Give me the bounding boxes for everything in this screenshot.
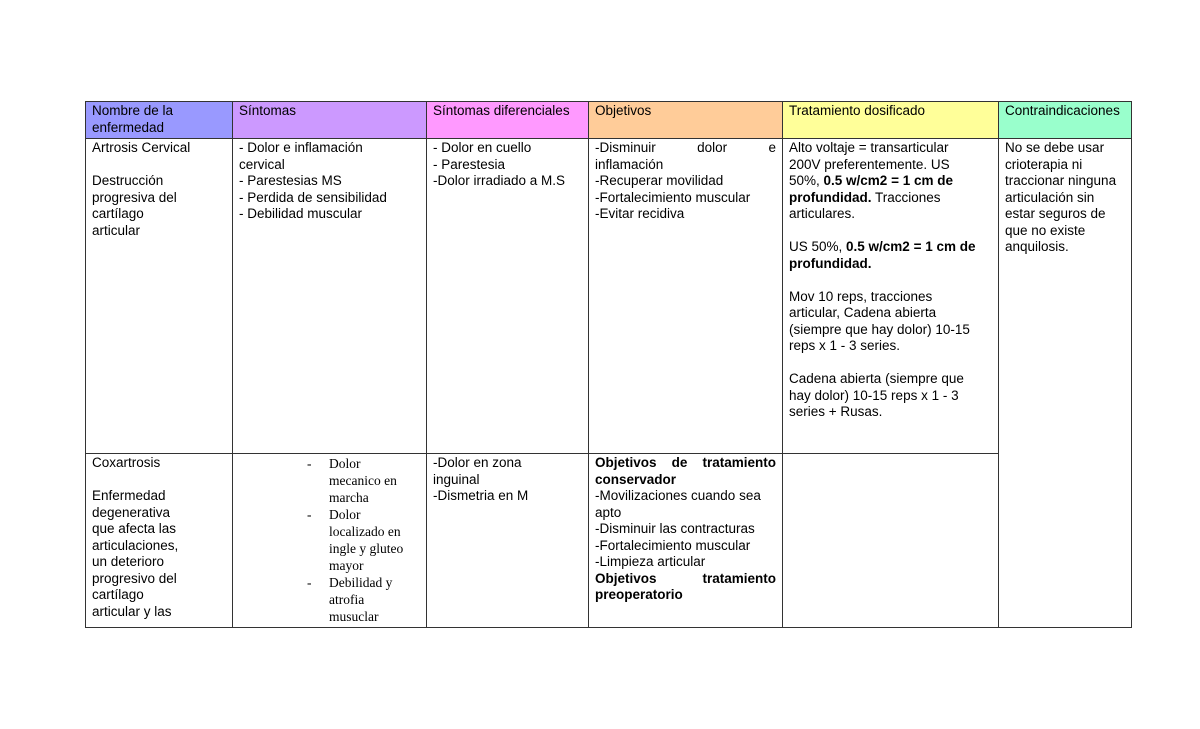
symptom-line: - Debilidad muscular	[239, 206, 363, 221]
objective-line: -Evitar recidiva	[595, 206, 685, 221]
symptom-line: mecanico en	[329, 473, 397, 488]
differential-line: - Parestesia	[433, 156, 506, 172]
cell-objectives	[589, 139, 783, 454]
header-disease-name	[86, 102, 233, 139]
disease-description-line: progresiva del	[92, 189, 177, 205]
symptom-line: localizado en	[329, 524, 401, 539]
cell-treatment	[783, 139, 999, 454]
symptom-line: marcha	[329, 490, 369, 505]
disease-description-line: progresivo del	[92, 570, 177, 586]
disease-description-line: un deterioro	[92, 554, 165, 569]
treatment-dose: 0.5 w/cm2 = 1 cm de	[846, 239, 976, 254]
treatment-line: Mov 10 reps, tracciones	[789, 288, 933, 304]
objective-line: -Disminuir dolor e	[595, 140, 776, 155]
disease-description-line: articular	[92, 222, 141, 238]
treatment-line: series + Rusas.	[789, 404, 883, 419]
differential-line: - Dolor en cuello	[433, 140, 532, 155]
objective-line: -Fortalecimiento muscular	[595, 189, 751, 205]
treatment-line	[789, 190, 992, 207]
treatment-line: Cadena abierta (siempre que	[789, 371, 964, 386]
treatment-text: US 50%,	[789, 239, 847, 254]
objective-line: -Disminuir las contracturas	[595, 521, 755, 536]
disease-title: Artrosis Cervical	[92, 140, 191, 155]
treatment-line	[789, 239, 992, 256]
dash-bullet: -	[307, 575, 312, 590]
differential-line: -Dolor irradiado a M.S	[433, 173, 566, 188]
treatment-line: Alto voltaje = transarticular	[789, 140, 949, 155]
contraindication-line: traccionar ninguna	[1005, 173, 1117, 188]
treatment-text: Tracciones	[871, 189, 941, 205]
header-label: Síntomas diferenciales	[433, 103, 570, 118]
treatment-line: articulares.	[789, 206, 856, 221]
disease-table	[85, 101, 1132, 628]
cell-symptoms	[233, 139, 427, 454]
header-symptoms	[233, 102, 427, 139]
objective-heading: Objetivos de tratamiento	[595, 455, 776, 470]
header-differential	[427, 102, 589, 139]
treatment-line: reps x 1 - 3 series.	[789, 338, 901, 353]
symptom-line: - Dolor e inflamación	[239, 140, 363, 155]
objective-line: -Movilizaciones cuando sea	[595, 488, 761, 503]
cell-disease-name	[86, 454, 233, 628]
treatment-line	[789, 173, 992, 190]
table-row	[86, 139, 1132, 454]
symptom-line: Debilidad y	[329, 575, 393, 590]
cell-symptoms	[233, 454, 427, 628]
symptom-line: ingle y gluteo	[329, 541, 404, 556]
contraindication-line: articulación sin	[1005, 189, 1095, 205]
cell-disease-name	[86, 139, 233, 454]
treatment-line: profundidad.	[789, 255, 872, 271]
contraindication-line: estar seguros de	[1005, 206, 1106, 221]
treatment-line: hay dolor) 10-15 reps x 1 - 3	[789, 387, 959, 403]
differential-line: -Dismetria en M	[433, 488, 529, 503]
header-label: Contraindicaciones	[1005, 103, 1120, 118]
table-row	[86, 454, 1132, 628]
list-item	[307, 574, 420, 625]
objective-heading: Objetivos tratamiento	[595, 570, 776, 586]
disease-description-line: que afecta las	[92, 521, 177, 536]
treatment-line: 200V preferentemente. US	[789, 156, 950, 172]
header-row	[86, 102, 1132, 139]
differential-line: inguinal	[433, 471, 480, 487]
header-label: Tratamiento dosificado	[789, 103, 926, 118]
objective-line: -Limpieza articular	[595, 554, 706, 569]
symptom-line: - Parestesias MS	[239, 173, 342, 188]
cell-objectives	[589, 454, 783, 628]
cell-differential	[427, 454, 589, 628]
symptom-line: musuclar	[329, 609, 379, 624]
disease-description-line: Destrucción	[92, 173, 164, 188]
objective-heading: preoperatorio	[595, 587, 683, 602]
cell-differential	[427, 139, 589, 454]
header-treatment	[783, 102, 999, 139]
contraindication-line: anquilosis.	[1005, 239, 1069, 254]
disease-title: Coxartrosis	[92, 455, 161, 470]
treatment-line: articular, Cadena abierta	[789, 305, 937, 320]
dash-bullet: -	[307, 507, 312, 522]
disease-description-line: degenerativa	[92, 504, 171, 520]
disease-description-line: articulaciones,	[92, 537, 179, 553]
objective-line: -Fortalecimiento muscular	[595, 537, 751, 553]
list-item	[307, 455, 420, 506]
symptom-line: atrofia	[329, 592, 365, 607]
treatment-dose: profundidad.	[789, 189, 872, 205]
cell-contraindications	[999, 139, 1132, 628]
symptom-line: - Perdida de sensibilidad	[239, 189, 387, 205]
contraindication-line: crioterapia ni	[1005, 156, 1083, 172]
treatment-dose: 0.5 w/cm2 = 1 cm de	[823, 173, 953, 188]
header-objectives	[589, 102, 783, 139]
header-label: Síntomas	[239, 103, 297, 118]
objective-line: apto	[595, 504, 622, 520]
contraindication-line: No se debe usar	[1005, 140, 1105, 155]
differential-line: -Dolor en zona	[433, 455, 522, 470]
header-label: Nombre de la enfermedad	[92, 103, 174, 135]
list-item	[307, 506, 420, 574]
symptom-line: cervical	[239, 156, 285, 172]
symptom-line: mayor	[329, 558, 364, 573]
dash-bullet: -	[307, 456, 312, 471]
disease-description-line: articular y las	[92, 603, 172, 619]
symptom-list	[239, 455, 420, 625]
symptom-line: Dolor	[329, 456, 361, 471]
objective-heading: conservador	[595, 471, 677, 487]
contraindication-line: que no existe	[1005, 222, 1086, 238]
disease-description-line: Enfermedad	[92, 488, 166, 503]
disease-description-line: cartílago	[92, 587, 144, 602]
objective-line: inflamación	[595, 156, 664, 172]
disease-description-line: cartílago	[92, 206, 144, 221]
objective-line: -Recuperar movilidad	[595, 173, 724, 188]
cell-treatment	[783, 454, 999, 628]
treatment-text: 50%,	[789, 173, 824, 188]
header-contraindications	[999, 102, 1132, 139]
symptom-line: Dolor	[329, 507, 361, 522]
header-label: Objetivos	[595, 103, 652, 118]
treatment-line: (siempre que hay dolor) 10-15	[789, 321, 970, 337]
